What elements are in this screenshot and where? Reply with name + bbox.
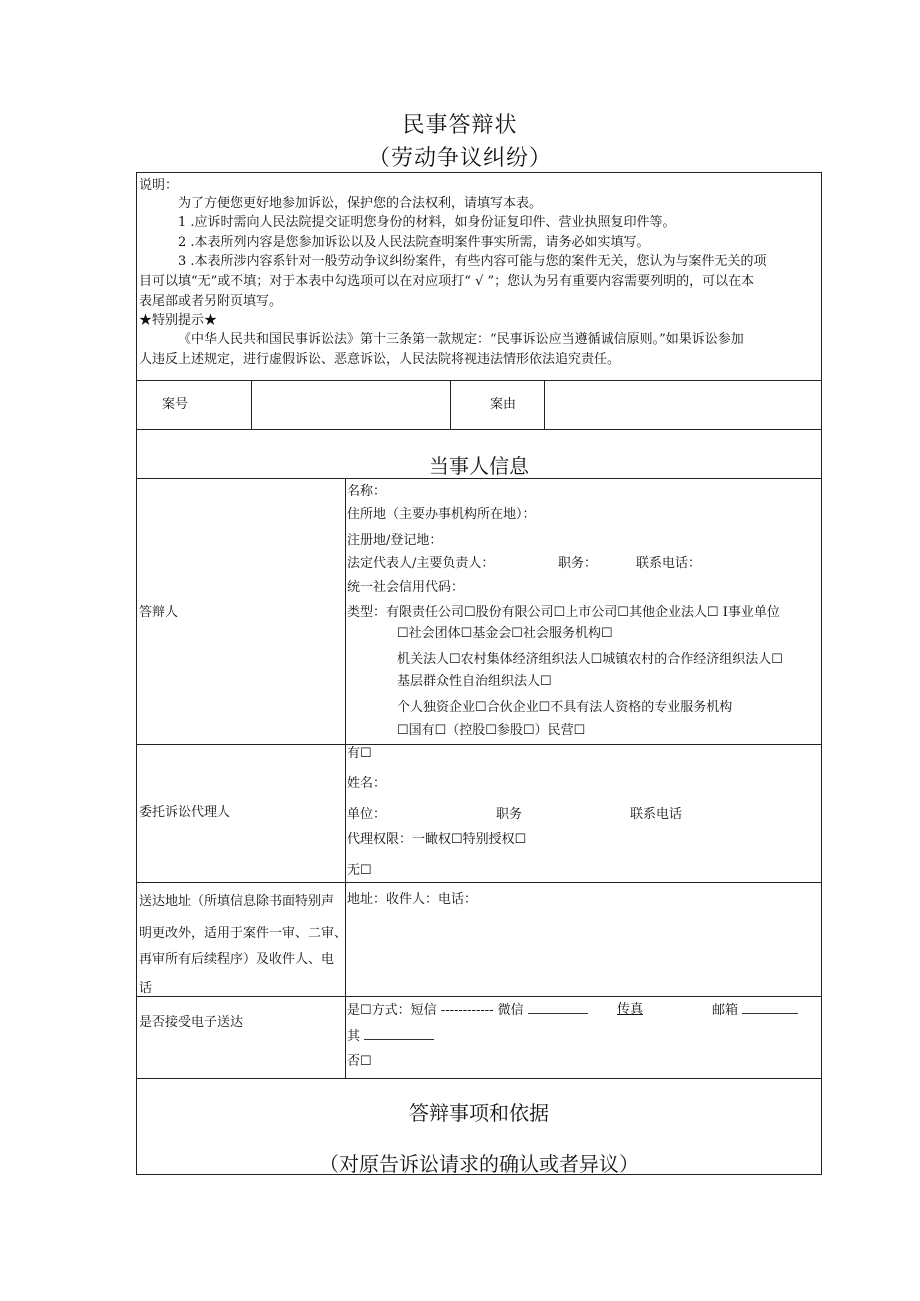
agent-none-checkbox[interactable]: 无☐	[347, 863, 372, 878]
sms-option: 是☐方式：短信	[347, 1003, 437, 1018]
special-notice-text: 《中华人民共和国民事诉讼法》第十三条第一款规定：“民事诉讼应当遵循诚信原则。”如果诉讼参加	[178, 332, 744, 347]
party-section-title: 当事人信息	[429, 454, 529, 478]
agent-has-checkbox[interactable]: 有☐	[347, 746, 372, 761]
agent-position[interactable]: 职务	[496, 807, 523, 822]
respondent-type-options[interactable]: ☐社会团体☐基金会☐社会服务机构☐	[397, 626, 613, 641]
respondent-domicile[interactable]: 住所地（主要办事机构所在地）：	[347, 507, 536, 522]
respondent-type-options[interactable]: ☐国有☐（控股☐参股☐）民营☐	[397, 723, 586, 738]
col-divider	[251, 380, 252, 429]
special-notice-heading: ★特别提示★	[139, 313, 218, 328]
electronic-no-option[interactable]: 否☐	[347, 1054, 372, 1069]
document-subtitle: （劳动争议纠纷）	[367, 146, 552, 171]
electronic-delivery-label: 是否接受电子送达	[139, 1015, 244, 1030]
respondent-registered[interactable]: 注册地/登记地：	[347, 533, 443, 548]
email-blank[interactable]	[742, 1001, 798, 1014]
wechat-blank[interactable]	[528, 1001, 588, 1014]
email-option[interactable]	[712, 1001, 798, 1020]
row-divider	[136, 1078, 822, 1079]
other-label: 其	[347, 1029, 361, 1044]
case-cause-field[interactable]	[546, 382, 820, 427]
delivery-address-field[interactable]: 地址：收件人：电话：	[347, 892, 478, 907]
wechat-option: 微信	[497, 1003, 524, 1018]
other-blank[interactable]	[364, 1027, 434, 1040]
respondent-credit-code[interactable]: 统一社会信用代码：	[347, 580, 465, 595]
agent-label: 委托诉讼代理人	[139, 805, 231, 820]
instructions-item-3: 3 .本表所涉内容系针对一般劳动争议纠纷案件，有些内容可能与您的案件无关，您认为与案件无关的项	[178, 254, 767, 269]
row-divider	[136, 996, 822, 997]
case-number-field[interactable]	[253, 382, 448, 427]
agent-phone[interactable]: 联系电话	[630, 807, 683, 822]
fax-option[interactable]: 传真	[617, 1002, 644, 1017]
instructions-item-1: 1 .应诉时需向人民法院提交证明您身份的材料，如身份证复印件、营业执照复印件等。	[178, 215, 676, 230]
instructions-item-3-cont: 目可以填“无”或不填；对于本表中勾选项可以在对应项打“ √ ”；您认为另有重要内容需要列明的，可以在本	[139, 274, 755, 289]
respondent-name[interactable]: 名称：	[347, 484, 387, 499]
col-divider	[345, 478, 346, 1078]
respondent-label: 答辩人	[139, 605, 179, 620]
col-divider	[450, 380, 451, 429]
respondent-position[interactable]: 职务：	[558, 556, 598, 571]
case-cause-label: 案由	[490, 397, 517, 412]
col-divider	[544, 380, 545, 429]
delivery-label: 送达地址（所填信息除书面特别声	[139, 894, 335, 909]
sms-blank: ------------	[440, 1003, 494, 1018]
agent-name[interactable]: 姓名：	[347, 776, 387, 791]
other-option[interactable]	[347, 1027, 434, 1046]
instructions-item-2: 2 .本表所列内容是您参加诉讼以及人民法院查明案件事实所需，请务必如实填写。	[178, 235, 650, 250]
instructions-heading: 说明：	[139, 178, 179, 193]
delivery-label-cont: 话	[139, 981, 153, 996]
case-number-label: 案号	[162, 397, 189, 412]
row-divider	[136, 744, 822, 745]
delivery-label-cont: 再审所有后续程序）及收件人、电	[139, 952, 335, 967]
respondent-type-options[interactable]: 个人独资企业☐合伙企业☐不具有法人资格的专业服务机构	[397, 700, 733, 715]
defense-section-title: 答辩事项和依据	[409, 1101, 549, 1125]
special-notice-text-cont: 人违反上述规定，进行虚假诉讼、恶意诉讼，人民法院将视违法情形依法追究责任。	[139, 352, 621, 367]
respondent-type-options[interactable]: 机关法人☐农村集体经济组织法人☐城镇农村的合作经济组织法人☐	[397, 652, 783, 667]
agent-unit[interactable]: 单位：	[347, 807, 387, 822]
row-divider	[136, 882, 822, 883]
electronic-yes-option[interactable]	[347, 1001, 588, 1020]
row-divider	[136, 429, 822, 430]
respondent-phone[interactable]: 联系电话：	[636, 556, 702, 571]
respondent-type-options[interactable]: 类型：有限责任公司☐股份有限公司☐上市公司☐其他企业法人☐ I事业单位	[347, 605, 780, 620]
instructions-item-3-cont: 表尾部或者另附页填写。	[139, 294, 283, 309]
defense-section-subtitle: （对原告诉讼请求的确认或者异议）	[319, 1152, 639, 1176]
agent-authority[interactable]: 代理权限：一瞰权☐特别授权☐	[347, 832, 527, 847]
respondent-type-options[interactable]: 基层群众性自治组织法人☐	[397, 674, 552, 689]
document-title: 民事答辩状	[402, 113, 518, 138]
email-label: 邮箱	[712, 1003, 739, 1018]
delivery-label-cont: 明更改外，适用于案件一审、二审、	[139, 926, 348, 941]
respondent-rep[interactable]: 法定代表人/主要负责人：	[347, 556, 495, 571]
instructions-intro: 为了方便您更好地参加诉讼，保护您的合法权利，请填写本表。	[178, 196, 543, 211]
row-divider	[136, 380, 822, 381]
